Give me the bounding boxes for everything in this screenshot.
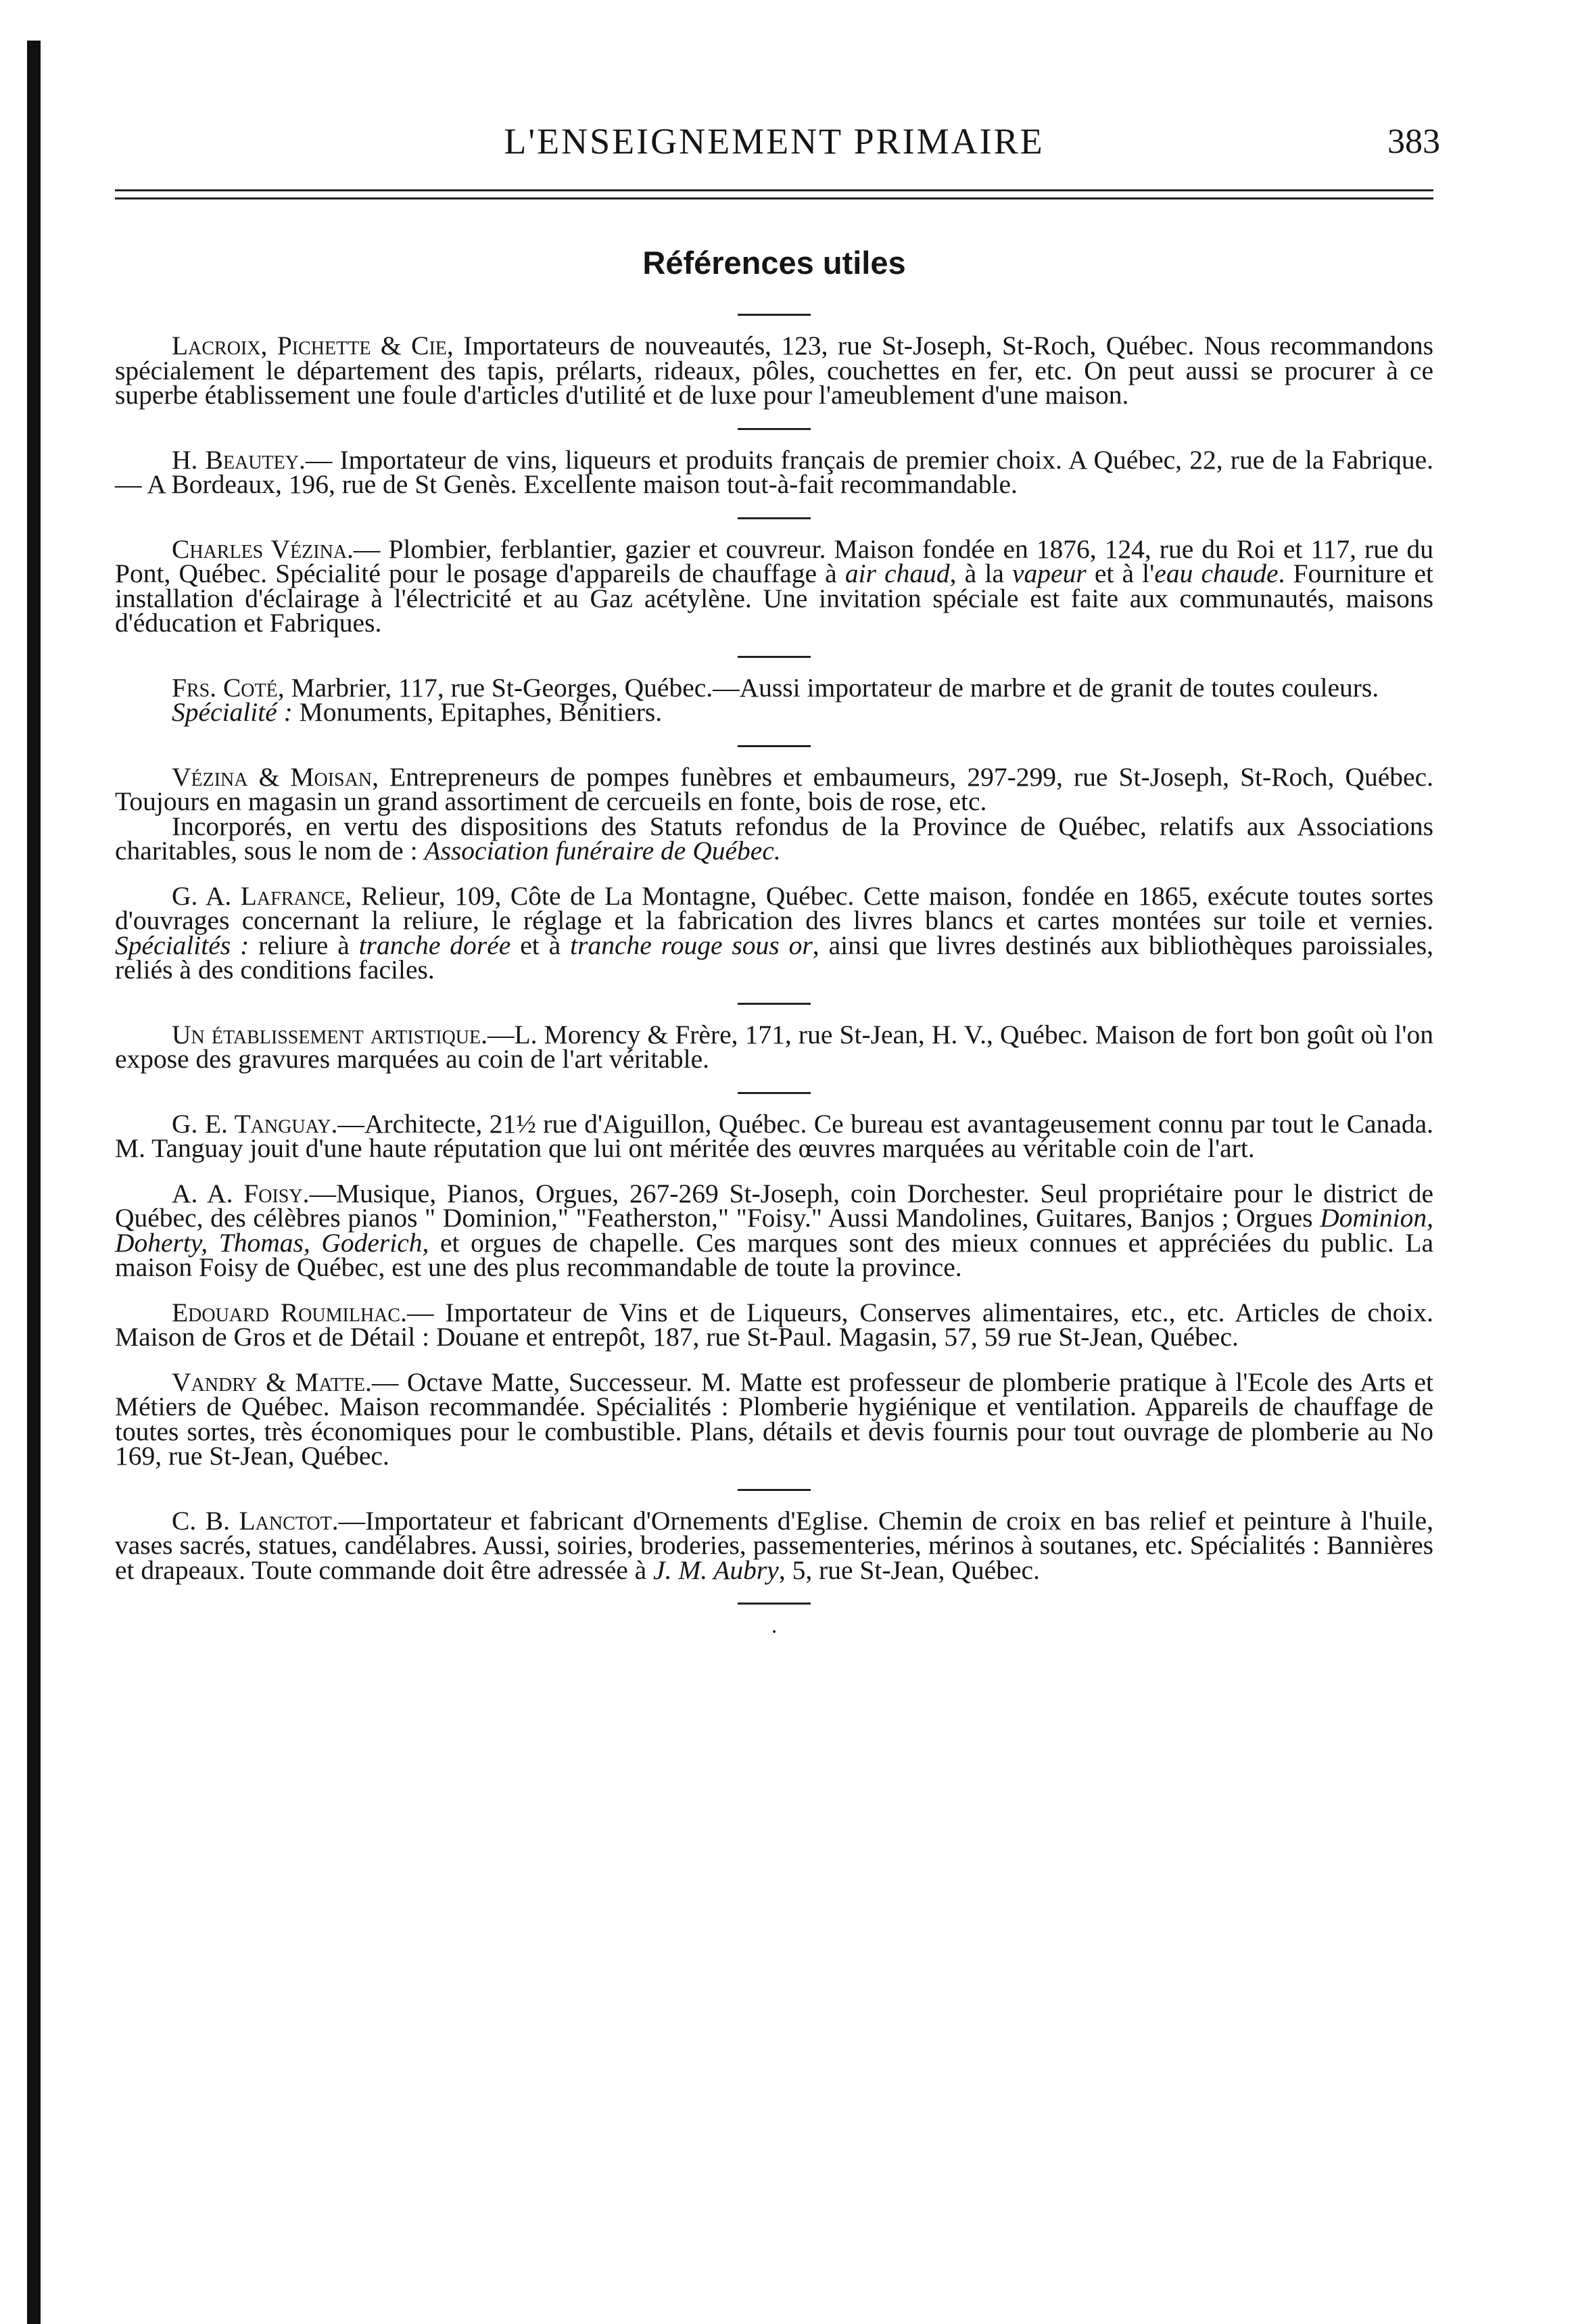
entry-text: .— Plombier, ferblantier, gazier et couvreur. Maison fondée en 1876, 124, rue du Roi et 117, rue du Pont, Québec. Spécialité pour le posage d'appareils de chauffage à <box>115 533 1433 588</box>
entry-firm-name: Charles Vézina <box>172 533 348 564</box>
entry-text: et à <box>510 930 571 960</box>
entry-paragraph <box>115 761 1433 816</box>
separator-rule <box>738 1489 811 1491</box>
entry-italic-text: Dominion, Doherty, Thomas, Goderich, <box>115 1203 1433 1258</box>
entry-text: .—Importateur et fabricant d'Ornements d'Eglise. Chemin de croix en bas relief et peinture à l'huile, vases sacrés, statues, candélabres. Aussi, soiries, broderies, passementeries, mérinos à soutanes, etc. Spécialités : Bannières et drapeaux. Toute commande doit être adressée à <box>115 1505 1433 1585</box>
entry-text: , 5, rue St-Jean, Québec. <box>778 1555 1040 1585</box>
entries-list <box>115 333 1433 1605</box>
entry-text: .—Architecte, 21½ rue d'Aiguillon, Québec. Ce bureau est avantageusement connu par tout le Canada. M. Tanguay jouit d'une haute réputation que lui ont méritée des œuvres marquées au véritable coin de l'art. <box>115 1108 1433 1163</box>
reference-entry <box>115 333 1433 408</box>
closing-rule <box>738 1603 811 1605</box>
entry-text: reliure à <box>249 930 359 960</box>
entry-text: .—Musique, Pianos, Orgues, 267-269 St-Joseph, coin Dorchester. Seul propriétaire pour le district de Québec, des célèbres pianos " Dominion," "Featherston," "Foisy." Aussi Mandolines, Guitares, Banjos ; Orgues <box>115 1178 1433 1233</box>
separator-rule <box>738 517 811 519</box>
entry-italic-text: tranche dorée <box>358 930 511 960</box>
entry-paragraph <box>115 1108 1433 1163</box>
header-double-rule <box>115 189 1433 199</box>
entry-italic-text: eau chaude <box>1154 559 1279 588</box>
entry-firm-name: Vézina & Moisan <box>172 761 373 792</box>
entry-paragraph <box>115 1019 1433 1074</box>
entry-text: , à la <box>949 559 1013 588</box>
entry-text: .— Octave Matte, Successeur. M. Matte est professeur de plomberie pratique à l'Ecole des Arts et Métiers de Québec. Maison recommandée. Spécialités : Plomberie hygiénique et ventilation. Appareils de chauffage de toutes sortes, très économiques pour le combustible. Plans, détails et devis fournis pour tout ouvrage de plomberie au No 169, rue St-Jean, Québec. <box>115 1367 1433 1471</box>
separator-rule <box>738 314 811 316</box>
entry-text: . Fourniture et installation d'éclairage à l'électricité et au Gaz acétylène. Une invitation spéciale est faite aux communautés, maisons d'éducation et Fabriques. <box>115 559 1433 638</box>
entry-text: .— Importateur de Vins et de Liqueurs, Conserves alimentaires, etc., etc. Articles de choix. Maison de Gros et de Détail : Douane et entrepôt, 187, rue St-Paul. Magasin, 57, 59 rue St-Jean, Québec. <box>115 1297 1434 1352</box>
separator-rule <box>738 656 811 658</box>
entry-italic-text: Spécialités : <box>115 930 249 960</box>
entry-text: et orgues de chapelle. Ces marques sont des mieux connues et appréciées du public. La maison Foisy de Québec, est une des plus recommandable de toute la province. <box>115 1227 1434 1282</box>
entry-italic-text: vapeur <box>1012 559 1087 588</box>
entry-text: Incorporés, en vertu des dispositions des Statuts refondus de la Province de Québec, relatifs aux Associations charitables, sous le nom de : <box>115 811 1433 865</box>
entry-text: , ainsi que livres destinés aux bibliothèques paroissiales, reliés à des conditions faciles. <box>115 930 1433 985</box>
reference-entry <box>115 1297 1434 1352</box>
entry-paragraph <box>115 533 1433 638</box>
page-number: 383 <box>1387 122 1440 161</box>
entry-firm-name: H. Beautey <box>172 444 299 475</box>
reference-entry <box>115 1367 1433 1471</box>
entry-text: .— Importateur de vins, liqueurs et produits français de premier choix. A Québec, 22, rue de la Fabrique.— A Bordeaux, 196, rue de St Genès. Excellente maison tout-à-fait recommandable. <box>115 444 1433 499</box>
running-title: L'ENSEIGNEMENT PRIMAIRE <box>504 121 1045 162</box>
page-header <box>115 108 1440 183</box>
entry-text: Monuments, Epitaphes, Bénitiers. <box>292 697 663 727</box>
reference-entry <box>115 1178 1434 1282</box>
entry-paragraph <box>115 444 1433 499</box>
entry-firm-name: Un établissement artistique <box>172 1019 481 1049</box>
reference-entry <box>115 672 1433 727</box>
entry-text: , Relieur, 109, Côte de La Montagne, Québec. Cette maison, fondée en 1865, exécute toutes sortes d'ouvrages concernant la reliure, le réglage et la fabrication des livres blancs et cartes montées sur toile et vernies. <box>115 880 1433 935</box>
entry-italic-text: Association funéraire de Québec. <box>424 836 781 865</box>
entry-text: et à l' <box>1086 559 1155 588</box>
entry-paragraph <box>115 811 1433 865</box>
entry-firm-name: C. B. Lanctot <box>172 1505 332 1536</box>
binding-edge <box>27 41 41 2324</box>
separator-rule <box>738 1003 811 1005</box>
separator-rule <box>738 428 811 430</box>
entry-text: , Entrepreneurs de pompes funèbres et embaumeurs, 297-299, rue St-Joseph, St-Roch, Québec. Toujours en magasin un grand assortiment de cercueils en fonte, bois de rose, etc. <box>115 761 1433 816</box>
entry-text: .—L. Morency & Frère, 171, rue St-Jean, H. V., Québec. Maison de fort bon goût où l'on expose des gravures marquées au coin de l'art véritable. <box>115 1019 1433 1074</box>
entry-firm-name: A. A. Foisy <box>172 1178 303 1208</box>
section-title: Références utiles <box>642 245 906 281</box>
separator-rule <box>738 1092 811 1094</box>
entry-firm-name: Frs. Coté <box>172 672 278 703</box>
entry-italic-text: J. M. Aubry <box>653 1555 779 1585</box>
page <box>115 108 1440 1644</box>
entry-firm-name: Edouard Roumilhac <box>172 1297 401 1327</box>
reference-entry <box>115 533 1433 638</box>
entry-italic-text: Spécialité : <box>172 697 293 727</box>
separator-rule <box>738 745 811 747</box>
entry-paragraph <box>115 1505 1433 1585</box>
entry-paragraph <box>115 1297 1434 1352</box>
reference-entry <box>115 1019 1433 1074</box>
reference-entry <box>115 761 1433 865</box>
entry-paragraph <box>115 672 1433 703</box>
reference-entry <box>115 444 1433 499</box>
entry-firm-name: G. E. Tanguay <box>172 1108 331 1139</box>
reference-entry <box>115 1108 1433 1163</box>
entry-paragraph <box>115 1367 1433 1471</box>
entry-italic-text: tranche rouge sous or <box>570 930 813 960</box>
entry-text: , Importateurs de nouveautés, 123, rue St-Joseph, St-Roch, Québec. Nous recommandons spécialement le département des tapis, prélarts, rideaux, pôles, couchettes en fer, etc. On peut aussi se procurer à ce superbe établissement une foule d'articles d'utilité et de luxe pour l'ameublement d'une maison. <box>115 331 1433 410</box>
entry-text: , Marbrier, 117, rue St-Georges, Québec.—Aussi importateur de marbre et de granit de toutes couleurs. <box>277 672 1379 703</box>
entry-firm-name: Lacroix, Pichette & Cie <box>172 331 447 360</box>
entry-paragraph <box>115 1178 1434 1282</box>
entry-firm-name: G. A. Lafrance <box>172 880 346 911</box>
page-end-dot: · <box>770 1619 778 1644</box>
entry-paragraph <box>115 697 1433 727</box>
entry-paragraph <box>115 333 1433 408</box>
entry-paragraph <box>115 880 1433 985</box>
entry-firm-name: Vandry & Matte <box>172 1367 365 1397</box>
reference-entry <box>115 880 1433 985</box>
entry-italic-text: air chaud <box>844 559 950 588</box>
reference-entry <box>115 1505 1433 1585</box>
